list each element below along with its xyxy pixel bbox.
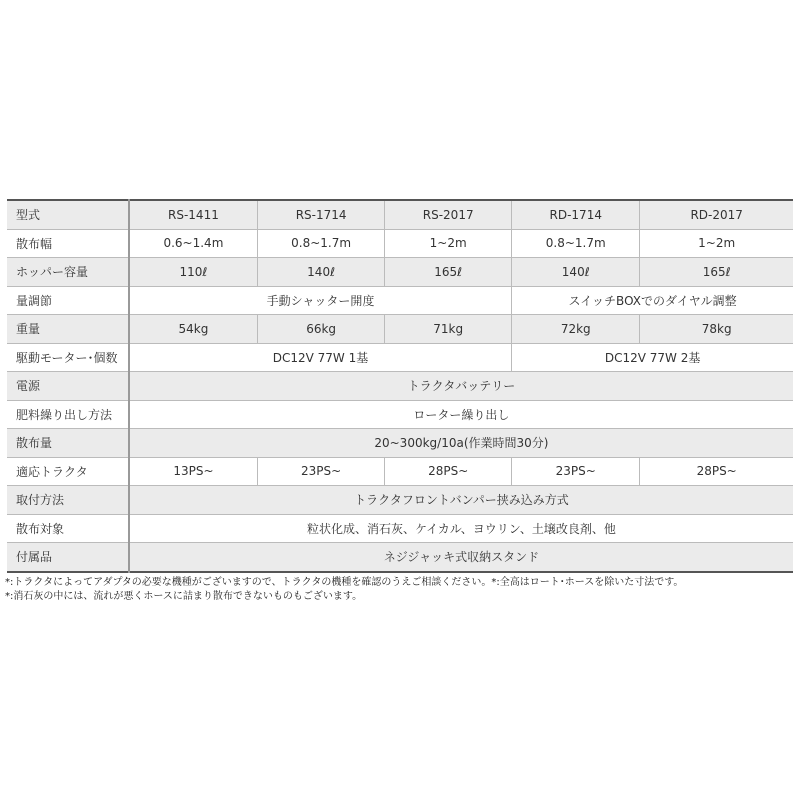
- row-label: 型式: [7, 200, 129, 229]
- table-cell: ネジジャッキ式収納スタンド: [129, 543, 793, 572]
- row-label: 重量: [7, 315, 129, 344]
- table-cell: 23PS~: [512, 457, 640, 486]
- footnote: *:消石灰の中には、流れが悪くホースに詰まり散布できないものもございます。: [5, 591, 363, 602]
- row-label: ホッパー容量: [7, 258, 129, 287]
- table-cell: RD-2017: [640, 200, 793, 229]
- table-cell: 粒状化成、消石灰、ケイカル、ヨウリン、土壌改良剤、他: [129, 514, 793, 543]
- row-label: 取付方法: [7, 486, 129, 515]
- table-cell: 23PS~: [258, 457, 385, 486]
- table-cell: DC12V 77W 2基: [512, 343, 793, 372]
- table-cell: 0.6~1.4m: [129, 229, 258, 258]
- table-cell: 手動シャッター開度: [129, 286, 512, 315]
- row-label: 量調節: [7, 286, 129, 315]
- table-cell: 165ℓ: [640, 258, 793, 287]
- table-row: [7, 286, 793, 315]
- table-cell: 140ℓ: [258, 258, 385, 287]
- table-cell: RS-1714: [258, 200, 385, 229]
- footnote: *:トラクタによってアダプタの必要な機種がございますので、トラクタの機種を確認のうえご相談ください。*:全高はロート･ホースを除いた寸法です。: [5, 577, 684, 588]
- spec-table: [7, 199, 793, 573]
- table-row: [7, 200, 793, 229]
- table-cell: 20~300kg/10a(作業時間30分): [129, 429, 793, 458]
- table-cell: 72kg: [512, 315, 640, 344]
- table-cell: 140ℓ: [512, 258, 640, 287]
- table-row: [7, 315, 793, 344]
- table-cell: 71kg: [385, 315, 512, 344]
- table-cell: 0.8~1.7m: [512, 229, 640, 258]
- table-cell: 78kg: [640, 315, 793, 344]
- table-cell: 1~2m: [640, 229, 793, 258]
- table-cell: スイッチBOXでのダイヤル調整: [512, 286, 793, 315]
- table-cell: 13PS~: [129, 457, 258, 486]
- table-cell: 28PS~: [385, 457, 512, 486]
- table-row: [7, 229, 793, 258]
- row-label: 散布幅: [7, 229, 129, 258]
- row-label: 付属品: [7, 543, 129, 572]
- table-row: [7, 400, 793, 429]
- table-cell: 110ℓ: [129, 258, 258, 287]
- table-cell: RS-2017: [385, 200, 512, 229]
- footnotes: [5, 576, 683, 604]
- table-row: [7, 258, 793, 287]
- row-label: 駆動モーター･個数: [7, 343, 129, 372]
- table-cell: ローター繰り出し: [129, 400, 793, 429]
- table-cell: 54kg: [129, 315, 258, 344]
- table-cell: 165ℓ: [385, 258, 512, 287]
- table-row: [7, 486, 793, 515]
- row-label: 散布対象: [7, 514, 129, 543]
- table-row: [7, 372, 793, 401]
- table-row: [7, 457, 793, 486]
- table-cell: トラクタフロントバンパー挟み込み方式: [129, 486, 793, 515]
- table-cell: 1~2m: [385, 229, 512, 258]
- table-cell: 66kg: [258, 315, 385, 344]
- row-label: 散布量: [7, 429, 129, 458]
- row-label: 適応トラクタ: [7, 457, 129, 486]
- row-label: 電源: [7, 372, 129, 401]
- table-cell: 28PS~: [640, 457, 793, 486]
- table-cell: 0.8~1.7m: [258, 229, 385, 258]
- table-cell: DC12V 77W 1基: [129, 343, 512, 372]
- row-label: 肥料繰り出し方法: [7, 400, 129, 429]
- table-row: [7, 343, 793, 372]
- table-cell: トラクタバッテリー: [129, 372, 793, 401]
- table-cell: RD-1714: [512, 200, 640, 229]
- table-row: [7, 543, 793, 572]
- table-row: [7, 514, 793, 543]
- table-cell: RS-1411: [129, 200, 258, 229]
- table-row: [7, 429, 793, 458]
